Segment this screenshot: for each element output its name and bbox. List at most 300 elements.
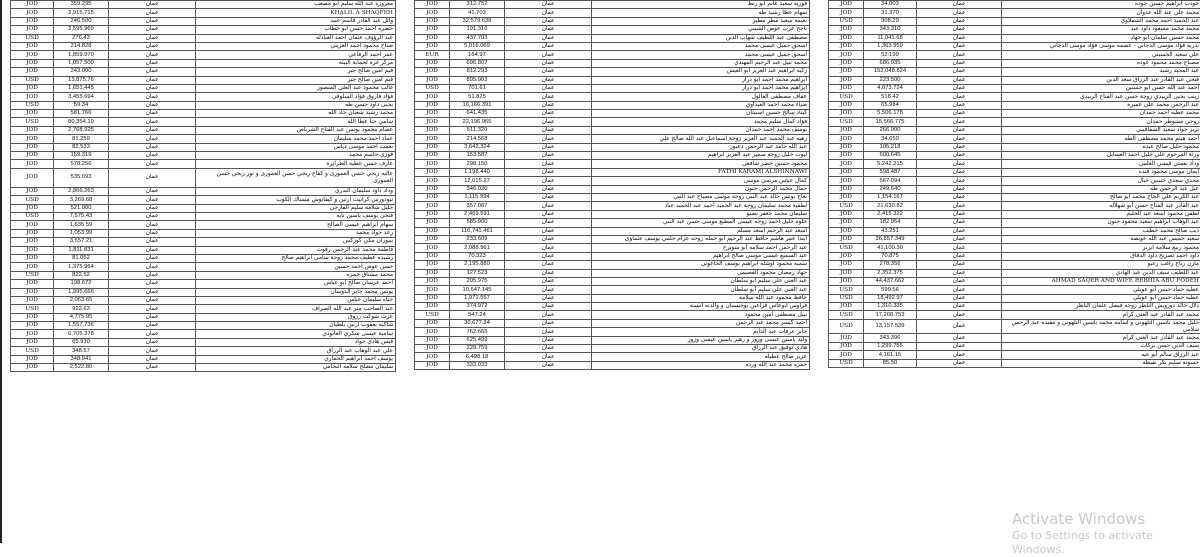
table-row — [415, 319, 810, 327]
currency-cell: JOD — [415, 193, 450, 201]
city-cell: عمان — [505, 51, 592, 59]
table-row — [829, 235, 1200, 243]
currency-cell: JOD — [11, 355, 54, 363]
name-cell: غالب محمود عبد العلي المنصور — [196, 84, 396, 92]
currency-cell: JOD — [11, 126, 54, 134]
amount-cell: 581.766 — [54, 110, 109, 118]
table-row — [415, 252, 810, 260]
city-cell: عمان — [109, 288, 196, 296]
name-cell: صباح محمود احمد العزيني — [196, 42, 396, 50]
amount-cell: 6,498.18 — [450, 353, 505, 361]
city-cell: عمان — [505, 9, 592, 17]
table-row — [415, 261, 810, 269]
currency-cell: JOD — [11, 168, 54, 187]
table-column-2 — [414, 0, 810, 370]
name-cell: عطيه حماد حسن أبو عويلي — [1002, 294, 1200, 302]
currency-cell: JOD — [415, 143, 450, 151]
amount-cell: 812.293 — [450, 68, 505, 76]
name-cell: عصام محمود يونس عبد الفتاح الشرباص — [196, 126, 396, 134]
name-cell: شاكيه يعقوب ارتين بلطيان — [196, 322, 396, 330]
currency-cell: USD — [11, 271, 54, 279]
currency-cell: USD — [11, 76, 54, 84]
currency-cell: JOD — [11, 9, 54, 17]
name-cell: يوسف احمد ابراهيم الحماري — [196, 355, 396, 363]
name-cell: عبد الصاحب متر عبد الله الصراف — [196, 305, 396, 313]
amount-cell: 1,363.959 — [864, 42, 917, 50]
city-cell: عمان — [917, 202, 1002, 210]
name-cell: يونس محمد جابر الدوسان — [196, 288, 396, 296]
table-row — [11, 196, 396, 204]
table-row — [415, 143, 810, 151]
currency-cell: JOD — [829, 101, 864, 109]
amount-cell: 343.310 — [864, 26, 917, 34]
city-cell: عمان — [109, 152, 196, 160]
name-cell: حسن عوض احمد حسين — [196, 263, 396, 271]
table-row — [829, 334, 1200, 342]
currency-cell: USD — [11, 196, 54, 204]
name-cell: فوزيه سعيد غانم أبو زنط — [592, 1, 810, 9]
amount-cell: 13,157.539 — [864, 319, 917, 334]
amount-cell: 1,651.445 — [54, 84, 109, 92]
table-row — [415, 84, 810, 92]
table-row — [11, 246, 396, 254]
currency-cell: JOD — [11, 110, 54, 118]
city-cell: عمان — [505, 277, 592, 285]
table-row — [829, 26, 1200, 34]
city-cell: عمان — [109, 135, 196, 143]
table-row — [11, 187, 396, 195]
table-column-3 — [828, 0, 1200, 368]
amount-cell: 223.500 — [864, 76, 917, 84]
table-row — [415, 42, 810, 50]
currency-cell: JOD — [415, 235, 450, 243]
table-row — [829, 177, 1200, 185]
city-cell: عمان — [917, 9, 1002, 17]
currency-cell: JOD — [829, 235, 864, 243]
amount-cell: 249.640 — [864, 185, 917, 193]
name-cell: سعيد خميس عبد الله عويضه — [1002, 235, 1200, 243]
name-cell: ليوت خليل زوجه سمير عبد العزيز ابراهيم — [592, 152, 810, 160]
name-cell: عارف حسن عطيه الطرايرة — [196, 160, 396, 168]
city-cell: عمان — [109, 212, 196, 220]
currency-cell: JOD — [415, 42, 450, 50]
city-cell: عمان — [505, 185, 592, 193]
city-cell: عمان — [917, 152, 1002, 160]
amount-cell: 625.499 — [450, 336, 505, 344]
table-row — [829, 202, 1200, 210]
name-cell: KHALIL A SHAQFEH — [196, 9, 396, 17]
city-cell: عمان — [505, 336, 592, 344]
city-cell: عمان — [917, 93, 1002, 101]
currency-cell: JOD — [415, 168, 450, 176]
name-cell: سليمان مصلح سلامه النجامي — [196, 364, 396, 372]
currency-cell: JOD — [11, 221, 54, 229]
name-cell: خليل سلامه سليم الفارجي — [196, 204, 396, 212]
currency-cell: JOD — [11, 84, 54, 92]
city-cell: عمان — [505, 319, 592, 327]
name-cell: عبد الرحمن احمد سلامه أبو سويرح — [592, 244, 810, 252]
city-cell: عمان — [109, 355, 196, 363]
city-cell: عمان — [505, 202, 592, 210]
currency-cell: JOD — [415, 17, 450, 25]
table-row — [415, 17, 810, 25]
city-cell: عمان — [917, 261, 1002, 269]
amount-cell: 65.984 — [864, 101, 917, 109]
amount-cell: 346.020 — [450, 185, 505, 193]
table-row — [829, 359, 1200, 367]
name-cell: نبيل مصطفى امين محمود — [592, 311, 810, 319]
table-row — [415, 1, 810, 9]
table-row — [829, 261, 1200, 269]
city-cell: عمان — [505, 17, 592, 25]
city-cell: عمان — [109, 1, 196, 9]
amount-cell: 3,557.21 — [54, 238, 109, 246]
name-cell: عزيز صالح عطيله — [592, 353, 810, 361]
city-cell: عمان — [505, 361, 592, 369]
currency-cell: JOD — [415, 219, 450, 227]
name-cell: زكيه ابراهيم عبد العزيز أبو العيش — [592, 68, 810, 76]
currency-cell: JOD — [829, 152, 864, 160]
table-row — [829, 51, 1200, 59]
currency-cell: JOD — [829, 261, 864, 269]
currency-cell: JOD — [829, 210, 864, 218]
city-cell: عمان — [109, 9, 196, 17]
amount-cell: 233.609 — [450, 235, 505, 243]
city-cell: عمان — [109, 93, 196, 101]
city-cell: عمان — [505, 311, 592, 319]
table-row — [415, 227, 810, 235]
amount-cell: 585.900 — [450, 219, 505, 227]
name-cell: عاليه ربحي حسن العمورى و كفاح ربحي حسن العمورى و نور ربحي حسن العمورى — [196, 168, 396, 187]
table-row — [829, 193, 1200, 201]
name-cell: رعد جواد محمد — [196, 229, 396, 237]
currency-cell: USD — [829, 294, 864, 302]
city-cell: عمان — [109, 246, 196, 254]
city-cell: عمان — [917, 160, 1002, 168]
table-row — [415, 152, 810, 160]
name-cell: ابتدا عمر هاشم حافظ عبد الرحيم أبو حمله زوجه عزام حلمي يوسف عثماوي — [592, 235, 810, 243]
table-row — [829, 68, 1200, 76]
name-cell: فيم امين صالح جبر — [196, 68, 396, 76]
city-cell: عمان — [109, 42, 196, 50]
amount-cell: 1,154.167 — [864, 193, 917, 201]
name-cell: AHMAD SAQER AND WIFE REBHIA ABU FODEH — [1002, 277, 1200, 285]
amount-cell: 1,635.59 — [54, 221, 109, 229]
currency-cell: USD — [829, 93, 864, 101]
amount-cell: 518.42 — [864, 93, 917, 101]
name-cell: سامي حنا عطا الله — [196, 118, 396, 126]
table-row — [11, 51, 396, 59]
name-cell: احمد عبد الله حسن أبو حسنين — [1002, 84, 1200, 92]
city-cell: عمان — [109, 26, 196, 34]
amount-cell: 10,647.145 — [450, 286, 505, 294]
city-cell: عمان — [917, 269, 1002, 277]
currency-cell: USD — [11, 34, 54, 42]
table-row — [415, 110, 810, 118]
name-cell: كمال عباس مرسي موسى — [592, 177, 810, 185]
table-row — [11, 364, 396, 372]
currency-cell: JOD — [11, 152, 54, 160]
city-cell: عمان — [109, 280, 196, 288]
name-cell: سليمان محمد جعفر نصيو — [592, 210, 810, 218]
currency-cell: JOD — [11, 229, 54, 237]
amount-cell: 1,115.994 — [450, 193, 505, 201]
city-cell: عمان — [917, 342, 1002, 350]
currency-cell: JOD — [11, 42, 54, 50]
city-cell: عمان — [505, 152, 592, 160]
name-cell: جمال محمد الرحمن حنون — [592, 185, 810, 193]
city-cell: عمان — [505, 193, 592, 201]
currency-cell: JOD — [11, 17, 54, 25]
amount-cell: 243.000 — [54, 68, 109, 76]
amount-cell: 44,437.662 — [864, 277, 917, 285]
name-cell: اسحق جميل عيسى محمد — [592, 51, 810, 59]
table-row — [415, 51, 810, 59]
name-cell: عيل عبد الرحمن طه — [1002, 185, 1200, 193]
table-row — [415, 168, 810, 176]
currency-cell: JOD — [11, 263, 54, 271]
table-row — [11, 338, 396, 346]
city-cell: عمان — [109, 59, 196, 67]
amount-cell: 105.218 — [864, 143, 917, 151]
currency-cell: JOD — [11, 68, 54, 76]
name-cell: عفاف مصطفى الغالول — [592, 93, 810, 101]
name-cell: حلوه خليل احمد زوجه عيسى المطيع موسى حسن عبد النبي — [592, 219, 810, 227]
city-cell: عمان — [917, 84, 1002, 92]
table-row — [829, 84, 1200, 92]
table-row — [11, 68, 396, 76]
name-cell: عبد اللطيف سيف الدين عبد الهادي — [1002, 269, 1200, 277]
currency-cell: USD — [829, 286, 864, 294]
currency-cell: JOD — [829, 84, 864, 92]
name-cell: ابراهيم محمد احمد أبو دراز — [592, 76, 810, 84]
name-cell: وائل عبد القادر قاسم عبيد — [196, 17, 396, 25]
table-row — [11, 280, 396, 288]
name-cell: عزت شوكت رزوق — [196, 313, 396, 321]
amount-cell: 547.24 — [450, 311, 505, 319]
currency-cell: JOD — [829, 9, 864, 17]
table-row — [11, 263, 396, 271]
currency-cell: JOD — [829, 68, 864, 76]
amount-cell: 30,677.34 — [450, 319, 505, 327]
city-cell: عمان — [505, 328, 592, 336]
amount-cell: 152,048.824 — [864, 68, 917, 76]
amount-cell: 822.52 — [54, 271, 109, 279]
currency-cell: JOD — [415, 252, 450, 260]
name-cell: محمد عطيه احمد حمدان — [1002, 110, 1200, 118]
amount-cell: 276.43 — [54, 34, 109, 42]
name-cell: اسحق جميل عيسى محمد — [592, 42, 810, 50]
table-row — [11, 168, 396, 187]
table-row — [11, 305, 396, 313]
name-cell: خضره احمد حسن أبو خطاب — [196, 26, 396, 34]
amount-cell: 4,161.15 — [864, 351, 917, 359]
amount-cell: 374.972 — [450, 303, 505, 311]
amount-cell: 82.533 — [54, 143, 109, 151]
city-cell: عمان — [109, 84, 196, 92]
name-cell: محمد حسين سلمان أبو جهاد — [1002, 34, 1200, 42]
name-cell: ابراهيم محمد احمد أبو دراز — [592, 84, 810, 92]
currency-cell: USD — [829, 359, 864, 367]
name-cell: عبد الكريم علي الحاج محمد أبو صالح — [1002, 193, 1200, 201]
name-cell: يوسف محمد احمد حمدان — [592, 126, 810, 134]
city-cell: عمان — [917, 235, 1002, 243]
currency-cell: JOD — [415, 110, 450, 118]
city-cell: عمان — [505, 143, 592, 151]
currency-cell: JOD — [829, 110, 864, 118]
amount-cell: 1,053.99 — [54, 229, 109, 237]
amount-cell: 41,100.30 — [864, 244, 917, 252]
table-row — [415, 9, 810, 17]
city-cell: عمان — [109, 322, 196, 330]
city-cell: عمان — [505, 160, 592, 168]
currency-cell: JOD — [415, 227, 450, 235]
table-row — [829, 185, 1200, 193]
city-cell: عمان — [109, 221, 196, 229]
name-cell: زينب يحيى الزبيدي زوجة حسن عبد الفتاح الزبيدي — [1002, 93, 1200, 101]
table-row — [829, 118, 1200, 126]
amount-cell: 5,506.178 — [864, 110, 917, 118]
table-row — [415, 126, 810, 134]
table-row — [415, 336, 810, 344]
table-row — [829, 76, 1200, 84]
table-row — [415, 118, 810, 126]
currency-cell: JOD — [415, 336, 450, 344]
city-cell: عمان — [917, 210, 1002, 218]
city-cell: عمان — [109, 68, 196, 76]
amount-cell: 312.752 — [450, 1, 505, 9]
city-cell: عمان — [109, 313, 196, 321]
name-cell: كيناد سالخ حسين اسبيتان — [592, 110, 810, 118]
city-cell: عمان — [917, 17, 1002, 25]
city-cell: عمان — [109, 17, 196, 25]
currency-cell: JOD — [415, 101, 450, 109]
currency-cell: JOD — [829, 227, 864, 235]
currency-cell: JOD — [11, 187, 54, 195]
city-cell: عمان — [505, 84, 592, 92]
city-cell: عمان — [109, 305, 196, 313]
amount-cell: 1,557.736 — [54, 322, 109, 330]
amount-cell: 153.587 — [450, 152, 505, 160]
city-cell: عمان — [109, 126, 196, 134]
currency-cell: JOD — [415, 210, 450, 218]
table-row — [415, 93, 810, 101]
amount-cell: 1,971.557 — [450, 294, 505, 302]
amount-cell: 2,415.322 — [864, 210, 917, 218]
table-row — [415, 68, 810, 76]
amount-cell: 357.087 — [450, 202, 505, 210]
name-cell: عبد المجيد رشيد — [1002, 68, 1200, 76]
table-row — [829, 135, 1200, 143]
currency-cell: JOD — [829, 135, 864, 143]
city-cell: عمان — [505, 68, 592, 76]
table-row — [829, 227, 1200, 235]
city-cell: عمان — [505, 345, 592, 353]
city-cell: عمان — [505, 210, 592, 218]
name-cell: جودت ابراهيم حسين جوده — [1002, 1, 1200, 9]
amount-cell: 922.63 — [54, 305, 109, 313]
city-cell: عمان — [917, 177, 1002, 185]
table-row — [11, 126, 396, 134]
name-cell: داود احمد تصريح داود الدقاق — [1002, 252, 1200, 260]
amount-cell: 578.256 — [54, 160, 109, 168]
table-row — [11, 152, 396, 160]
amount-cell: 11,041.68 — [864, 34, 917, 42]
city-cell: عمان — [917, 168, 1002, 176]
city-cell: عمان — [917, 1, 1002, 9]
amount-cell: 2,352.375 — [864, 269, 917, 277]
name-cell: محمد نبيل عبد الرحيم المهتدي — [592, 59, 810, 67]
table-row — [415, 202, 810, 210]
city-cell: عمان — [109, 168, 196, 187]
name-cell: عماد احمد محمد سليمان — [196, 135, 396, 143]
city-cell: عمان — [917, 193, 1002, 201]
table-row — [415, 177, 810, 185]
currency-cell: JOD — [11, 238, 54, 246]
city-cell: عمان — [505, 235, 592, 243]
currency-cell: USD — [829, 118, 864, 126]
amount-cell: 2,522.80 — [54, 364, 109, 372]
city-cell: عمان — [917, 185, 1002, 193]
table-row — [11, 271, 396, 279]
currency-cell: JOD — [829, 177, 864, 185]
currency-cell: JOD — [415, 76, 450, 84]
currency-cell: USD — [829, 244, 864, 252]
currency-cell: JOD — [415, 152, 450, 160]
amount-cell: 701.61 — [450, 84, 505, 92]
currency-cell: JOD — [11, 296, 54, 304]
amount-cell: 16,166.391 — [450, 101, 505, 109]
amount-cell: 81.259 — [54, 135, 109, 143]
table-row — [11, 93, 396, 101]
currency-cell: JOD — [11, 26, 54, 34]
amount-cell: 18,492.97 — [864, 294, 917, 302]
amount-cell: 598.487 — [864, 168, 917, 176]
amount-cell: 70.323 — [450, 252, 505, 260]
currency-cell: USD — [829, 202, 864, 210]
name-cell: علي سعيد الحسيني — [1002, 51, 1200, 59]
amount-cell: 214.568 — [450, 135, 505, 143]
table-row — [11, 330, 396, 338]
table-row — [829, 59, 1200, 67]
table-row — [415, 328, 810, 336]
currency-cell: USD — [11, 305, 54, 313]
name-cell: جابر عرفات عبد الدايم — [592, 328, 810, 336]
city-cell: عمان — [109, 347, 196, 355]
amount-cell: 4,775.95 — [54, 313, 109, 321]
name-cell: ناجح عرب عوض الشيبي — [592, 26, 810, 34]
city-cell: عمان — [917, 359, 1002, 367]
city-cell: عمان — [917, 244, 1002, 252]
currency-cell: JOD — [415, 202, 450, 210]
amount-cell: 567.094 — [864, 177, 917, 185]
table-row — [415, 244, 810, 252]
amount-cell: 600.645 — [864, 152, 917, 160]
currency-cell: JOD — [11, 1, 54, 9]
currency-cell: JOD — [829, 277, 864, 285]
name-cell: احمد عرسان صالح أبو عياش — [196, 280, 396, 288]
table-row — [829, 110, 1200, 118]
city-cell: عمان — [917, 110, 1002, 118]
amount-cell: 641.435 — [450, 110, 505, 118]
amount-cell: 1,198.440 — [450, 168, 505, 176]
amount-cell: 599.56 — [864, 286, 917, 294]
name-cell: احمد كيسر محمد عبد الرحمن — [592, 319, 810, 327]
currency-cell: JOD — [11, 160, 54, 168]
city-cell: عمان — [109, 110, 196, 118]
currency-cell: USD — [415, 84, 450, 92]
table-row — [11, 101, 396, 109]
